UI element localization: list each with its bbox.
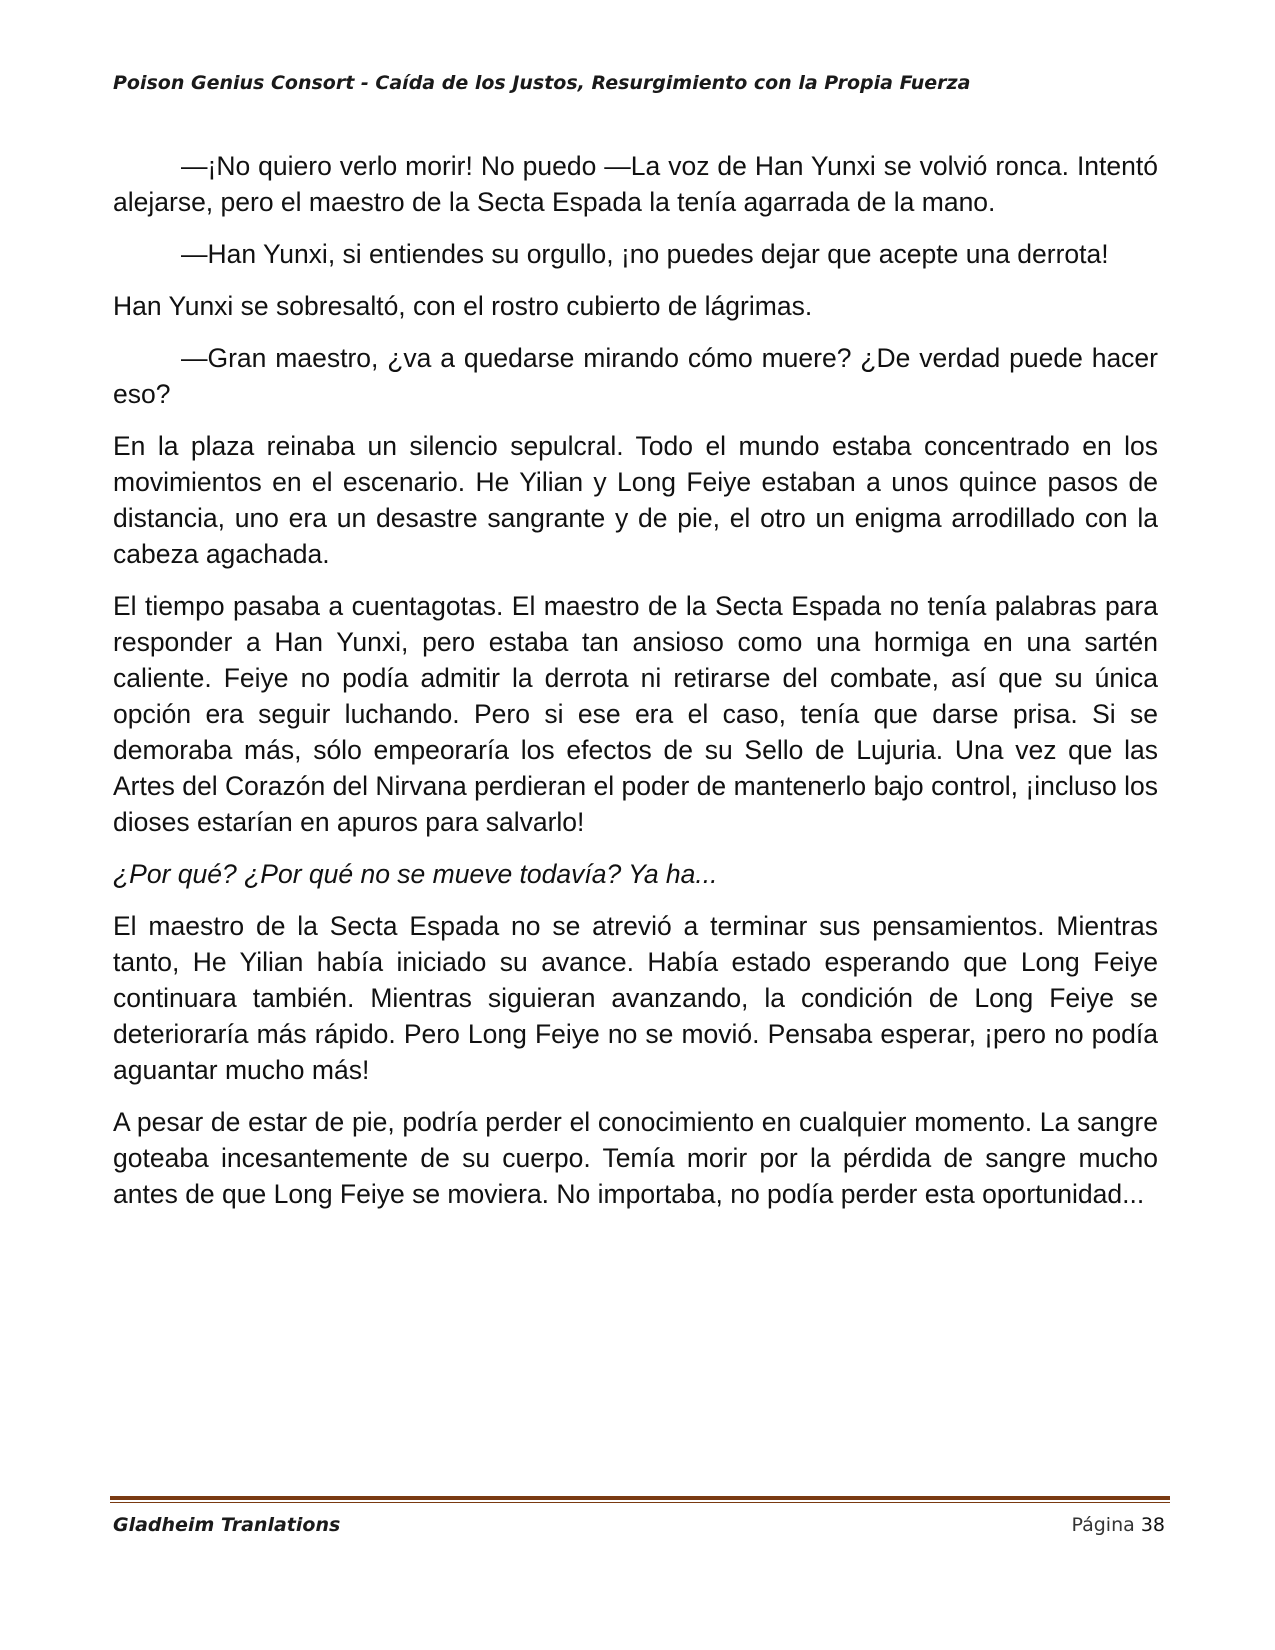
paragraph-6: El tiempo pasaba a cuentagotas. El maestro de la Secta Espada no tenía palabras para responder a Han Yunxi, pero estaba tan ansioso como una hormiga en una sartén caliente. Feiye no podía admitir la derrota ni retirarse del combate, así que su única opción era seguir luchando. Pero si ese era el caso, tenía que darse prisa. Si se demoraba más, sólo empeoraría los efectos de su Sello de Lujuria. Una vez que las Artes del Corazón del Nirvana perdieran el poder de mantenerlo bajo control, ¡incluso los dioses estarían en apuros para salvarlo! — [113, 591, 1158, 837]
paragraph-8: El maestro de la Secta Espada no se atrevió a terminar sus pensamientos. Mientras tanto, He Yilian había iniciado su avance. Había estado esperando que Long Feiye continuara también. Mientras siguieran avanzando, la condición de Long Feiye se deterioraría más rápido. Pero Long Feiye no se movió. Pensaba esperar, ¡pero no podía aguantar mucho más! — [113, 911, 1158, 1085]
footer-divider-thin-line — [110, 1502, 1170, 1503]
paragraph-2: —Han Yunxi, si entiendes su orgullo, ¡no puedes dejar que acepte una derrota! — [181, 239, 1109, 269]
footer-page-label: Página — [1071, 1514, 1135, 1536]
footer-page-number: 38 — [1140, 1514, 1165, 1536]
paragraph-5: En la plaza reinaba un silencio sepulcral. Todo el mundo estaba concentrado en los movimientos en el escenario. He Yilian y Long Feiye estaban a unos quince pasos de distancia, uno era un desastre sangrante y de pie, el otro un enigma arrodillado con la cabeza agachada. — [113, 431, 1158, 569]
footer-publisher: Gladheim Tranlations — [113, 1514, 341, 1536]
paragraph-1: —¡No quiero verlo morir! No puedo —La voz de Han Yunxi se volvió ronca. Intentó alejarse, pero el maestro de la Secta Espada la tenía agarrada de la mano. — [113, 151, 1158, 217]
paragraph-7-thought: ¿Por qué? ¿Por qué no se mueve todavía? Ya ha... — [113, 859, 718, 889]
paragraph-9: A pesar de estar de pie, podría perder el conocimiento en cualquier momento. La sangre goteaba incesantemente de su cuerpo. Temía morir por la pérdida de sangre mucho antes de que Long Feiye se moviera. No importaba, no podía perder esta oportunidad... — [113, 1107, 1158, 1209]
page-header-title: Poison Genius Consort - Caída de los Justos, Resurgimiento con la Propia Fuerza — [113, 72, 971, 94]
paragraph-4: —Gran maestro, ¿va a quedarse mirando cómo muere? ¿De verdad puede hacer eso? — [113, 343, 1158, 409]
page-body — [113, 148, 1158, 1228]
footer-page-indicator — [1071, 1514, 1165, 1536]
footer-divider-thick-line — [110, 1496, 1170, 1500]
paragraph-3: Han Yunxi se sobresaltó, con el rostro cubierto de lágrimas. — [113, 291, 813, 321]
